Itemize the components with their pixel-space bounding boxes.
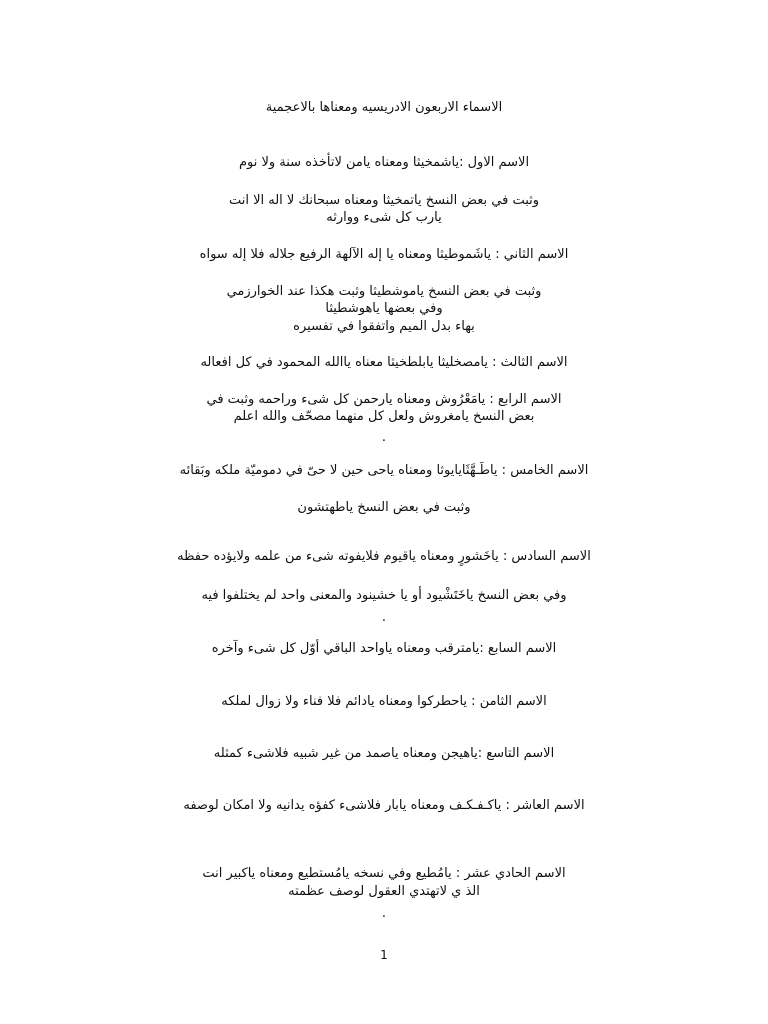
text-line: الاسم الحادي عشر : يامُطيع وفي نسخه يامُستطيع ومعناه ياكبير انت — [202, 866, 566, 881]
text-line: الاسم الثاني : ياشَموطيثا ومعناه يا إله الآلهة الرفيع جلاله فلا إله سواه — [199, 247, 569, 262]
text-line: الاسم الرابع : يامَعْرُوش ومعناه يارحمن كل شىء وراحمه وثبت في — [206, 392, 562, 407]
separator-dot: . — [381, 430, 387, 445]
page-number: 1 — [380, 948, 388, 962]
text-line: وفي بعضها ياهوشطيثا — [325, 301, 443, 316]
text-line: الاسم الخامس : ياطَـهَّثَايايوثا ومعناه ياحى حين لا حىّ في دموميّة ملكه وبَقائه — [179, 463, 589, 478]
text-line: الاسم الثامن : ياحطركوا ومعناه يادائم فلا فناء ولا زوال لملكه — [221, 694, 547, 709]
text-line: بعض النسخ يامغروش ولعل كل منهما مصحّف والله اعلم — [233, 409, 535, 424]
text-line: وثبت في بعض النسخ ياتمخيثا ومعناه سبحانك لا اله الا انت — [228, 193, 540, 208]
text-line: الاسم السادس : ياخَشورٍ ومعناه ياقيوم فلايفوته شىء من علمه ولايؤده حفظه — [177, 549, 591, 564]
text-line: وثبت في بعض النسخ ياموشطيثا وثبت هكذا عند الخوارزمي — [226, 284, 542, 299]
separator-dot: . — [381, 610, 387, 625]
separator-dot: . — [381, 906, 387, 921]
text-line: الاسم الثالث : يامصخليثا يابلطخيثا معناه ياالله المحمود في كل افعاله — [200, 355, 568, 370]
text-line: الاسم السابع :يامترقب ومعناه ياواحد الباقي أوّل كل شىء وآخره — [211, 641, 557, 656]
text-line: يارب كل شىء ووارثه — [326, 210, 442, 225]
text-line: وفي بعض النسخ ياخَتَشْيود أو يا خشينود والمعنى واحد لم يختلفوا فيه — [201, 588, 567, 603]
text-line: الاسم التاسع :ياهيجن ومعناه ياصمد من غير شبيه فلاشىء كمثله — [213, 746, 555, 761]
text-line: الاسم العاشر : ياكـفـكـف ومعناه يابار فلاشىء كفؤه يدانيه ولا امكان لوصفه — [183, 798, 585, 813]
text-line: الذ ي لاتهتدي العقول لوصف عظمته — [288, 884, 480, 899]
text-line: وثبت في بعض النسخ ياطهتشون — [297, 500, 471, 515]
text-line: بهاء بدل الميم واتفقوا في تفسيره — [293, 319, 475, 334]
document-title: الاسماء الاربعون الادريسيه ومعناها بالاعجمية — [265, 100, 503, 115]
text-line: الاسم الاول :ياشمخيثا ومعناه يامن لاتأخذه سنة ولا نوم — [238, 155, 530, 170]
